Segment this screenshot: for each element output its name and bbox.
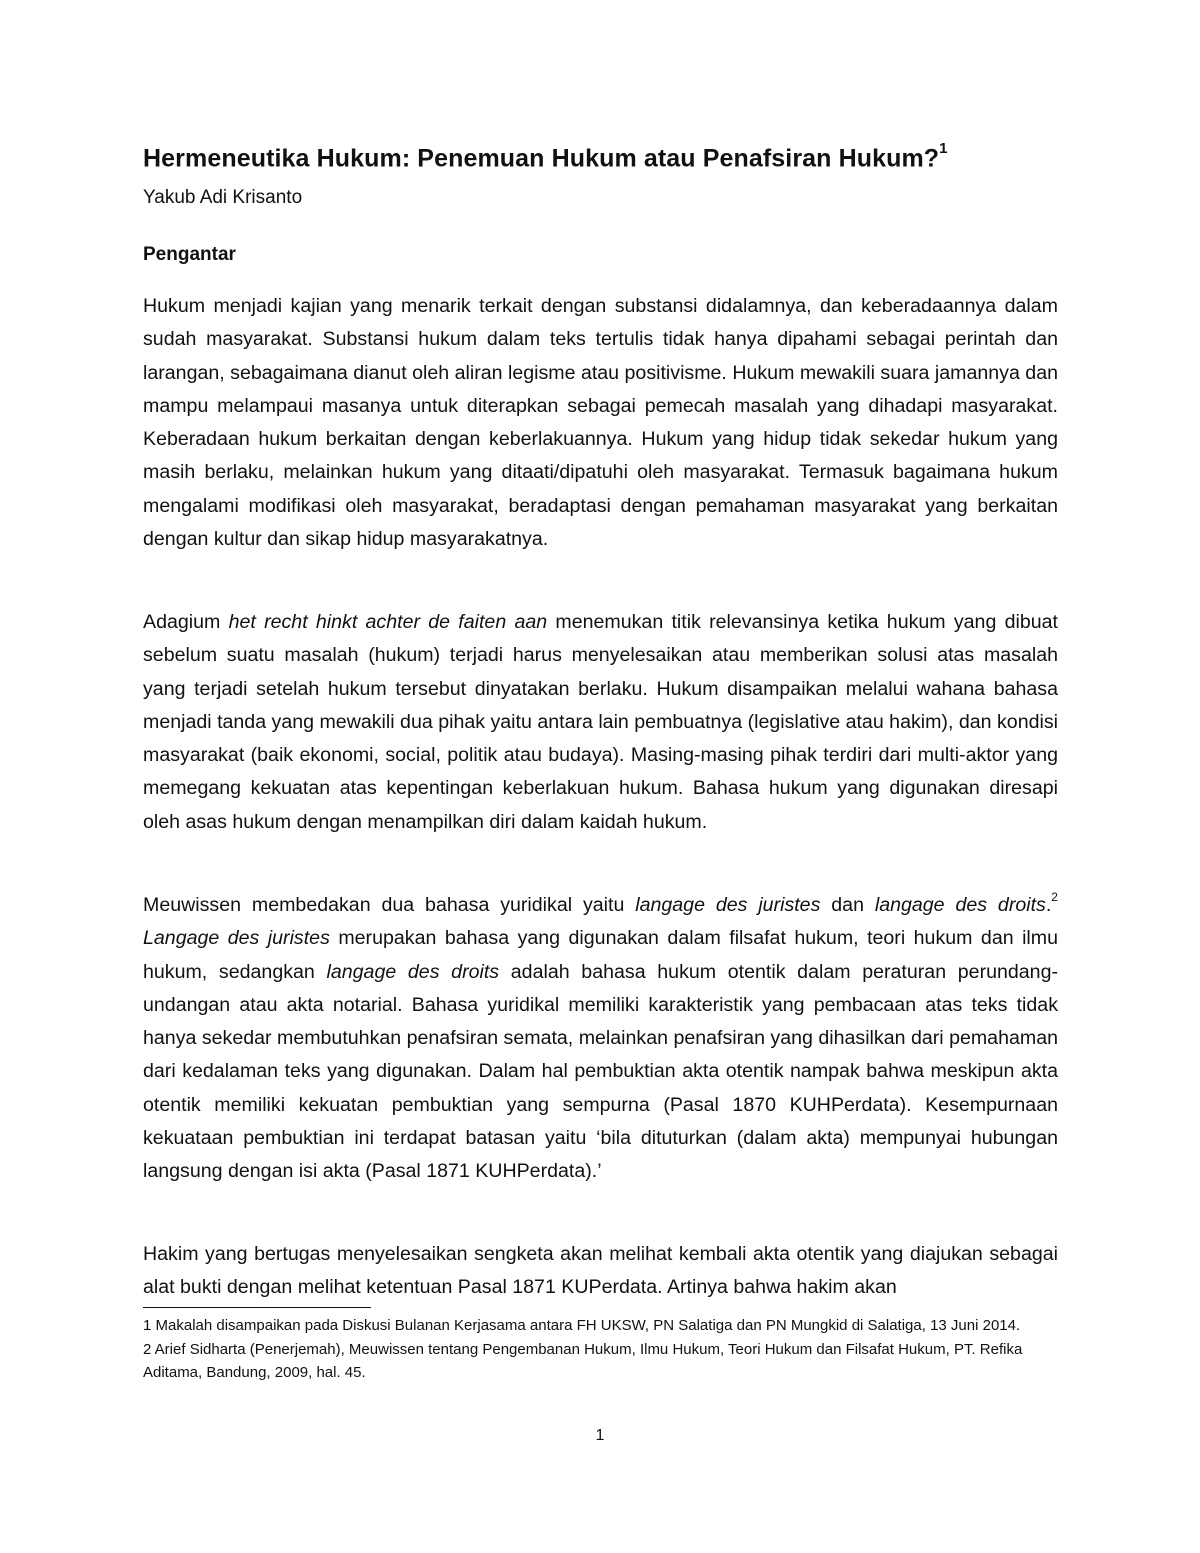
term-langage-des-droits-2: langage des droits [326, 960, 500, 983]
paragraph-2-lead: Adagium [143, 611, 229, 633]
footnote-separator [143, 1307, 371, 1308]
title-text: Hermeneutika Hukum: Penemuan Hukum atau Penafsiran Hukum? [143, 144, 940, 173]
adage-italic: het recht hinkt achter de faiten aan [228, 611, 548, 633]
title-footnote-ref[interactable]: 1 [939, 140, 948, 157]
paragraph-3-mid: merupakan bahasa yang digunakan dalam filsafat hukum, teori hukum dan ilmu hukum, sedangkan [143, 927, 1058, 983]
paragraph-3-rest: adalah bahasa hukum otentik dalam peraturan perundang-undangan atau akta notarial. Bahasa yuridikal memiliki karakteristik yang pembacaan atas teks tidak hanya sekedar membutuhkan penafsiran semata, melainkan penafsiran yang dihasilkan dari pemahaman dari kedalaman teks yang digunakan. Dalam hal pembuktian akta otentik nampak bahwa meskipun akta otentik memiliki kekuatan pembuktian yang sempurna (Pasal 1870 KUHPerdata). Kesempurnaan kekuataan pembuktian ini terdapat batasan yaitu ‘bila dituturkan (dalam akta) mempunyai hubungan langsung dengan isi akta (Pasal 1871 KUHPerdata).’ [143, 960, 1058, 1183]
footnote-2: 2 Arief Sidharta (Penerjemah), Meuwissen tentang Pengembanan Hukum, Ilmu Hukum, Teori Hukum dan Filsafat Hukum, PT. Refika Aditama, Bandung, 2009, hal. 45. [143, 1340, 1023, 1381]
paragraph-3-lead: Meuwissen membedakan dua bahasa yuridikal yaitu [143, 894, 636, 916]
paragraph-3-period: . [1045, 894, 1052, 916]
footnote-ref-2[interactable]: 2 [1051, 890, 1058, 905]
footnote-1: 1 Makalah disampaikan pada Diskusi Bulanan Kerjasama antara FH UKSW, PN Salatiga dan PN Mungkid di Salatiga, 13 Juni 2014. [143, 1317, 1021, 1334]
term-langage-des-droits: langage des droits [874, 894, 1046, 916]
term-langage-des-juristes-2: Langage des juristes [143, 927, 330, 950]
paragraph-2-rest: menemukan titik relevansinya ketika hukum yang dibuat sebelum suatu masalah (hukum) terjadi harus menyelesaikan atau memberikan solusi atas masalah yang terjadi setelah hukum tersebut dinyatakan berlaku. Hukum disampaikan melalui wahana bahasa menjadi tanda yang mewakili dua pihak yaitu antara lain pembuatnya (legislative atau hakim), dan kondisi masyarakat (baik ekonomi, social, politik atau budaya). Masing-masing pihak terdiri dari multi-aktor yang memegang kekuatan atas kepentingan keberlakuan hukum. Bahasa hukum yang digunakan diresapi oleh asas hukum dengan menampilkan diri dalam kaidah hukum. [143, 611, 1058, 833]
section-heading: Pengantar [143, 244, 236, 265]
paragraph-1: Hukum menjadi kajian yang menarik terkait dengan substansi didalamnya, dan keberadaannya dalam sudah masyarakat. Substansi hukum dalam teks tertulis tidak hanya dipahami sebagai perintah dan larangan, sebagaimana dianut oleh aliran legisme atau positivisme. Hukum mewakili suara jamannya dan mampu melampaui masanya untuk diterapkan sebagai pemecah masalah yang dihadapi masyarakat. Keberadaan hukum berkaitan dengan keberlakuannya. Hukum yang hidup tidak sekedar hukum yang masih berlaku, melainkan hukum yang ditaati/dipatuhi oleh masyarakat. Termasuk bagaimana hukum mengalami modifikasi oleh masyarakat, beradaptasi dengan pemahaman masyarakat yang berkaitan dengan kultur dan sikap hidup masyarakatnya. [143, 295, 1058, 551]
paragraph-2 [143, 606, 1058, 839]
author-name: Yakub Adi Krisanto [143, 187, 303, 208]
document-title [143, 140, 1083, 173]
paragraph-3-connector: dan [820, 894, 875, 916]
paragraph-4: Hakim yang bertugas menyelesaikan sengketa akan melihat kembali akta otentik yang diajukan sebagai alat bukti dengan melihat ketentuan Pasal 1871 KUPerdata. Artinya bahwa hakim akan [143, 1243, 1058, 1299]
term-langage-des-juristes: langage des juristes [635, 894, 821, 916]
paragraph-3 [143, 889, 1058, 1189]
page-number: 1 [595, 1427, 605, 1444]
footnotes [143, 1314, 1058, 1385]
